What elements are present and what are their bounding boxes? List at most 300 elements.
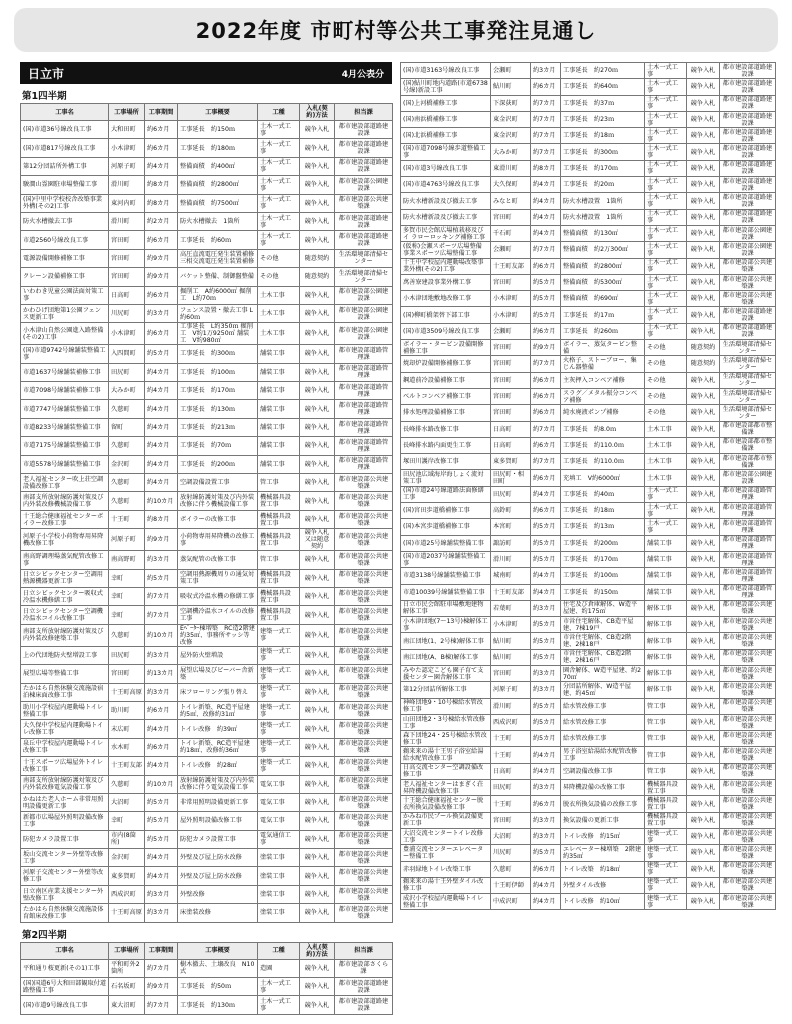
cell-summary: 充填工 V約6000㎡ (561, 470, 645, 486)
table-row (21, 665, 393, 683)
cell-department: 都市建設部道路建設課 (720, 95, 776, 111)
cell-summary: 工事延長 約60ｍ (178, 231, 258, 249)
cell-project-name: みやた認定こども園子育て支援センター園舎解体工事 (401, 665, 491, 681)
cell-bid-method: 競争入札 (300, 775, 335, 793)
cell-bid-method: 競争入札 (300, 382, 335, 400)
cell-location: 小木津町 (109, 323, 145, 345)
cell-summary: トイレ新築、RC造平屋建約5㎡、改修約31㎡ (178, 701, 258, 719)
cell-period: 約6カ月 (145, 231, 178, 249)
cell-location: 十王町高原 (109, 683, 145, 701)
cell-period: 約4カ月 (531, 193, 561, 209)
cell-location: 十王町高原 (109, 904, 145, 922)
cell-department: 都市建設部道路管理課 (720, 535, 776, 551)
cell-work-type: 建築一式工事 (258, 738, 300, 756)
cell-summary: 空調設備設置工事 (178, 474, 258, 492)
cell-work-type: 管工事 (645, 747, 687, 763)
cell-period: 約7カ月 (531, 421, 561, 437)
cell-work-type: 土木一式工事 (645, 291, 687, 307)
cell-period: 約5カ月 (531, 731, 561, 747)
cell-project-name: (国)市道3号線改良工事 (401, 160, 491, 176)
cell-project-name: (国)市道24号線道路法面修繕工事 (401, 486, 491, 502)
cell-bid-method: 競争入札 (300, 510, 335, 528)
cell-department: 都市建設部公共建築課 (720, 861, 776, 877)
left-column (20, 62, 392, 1018)
cell-department: 都市建設部道路建設課 (720, 128, 776, 144)
cell-location: 会瀬町 (491, 63, 531, 79)
table-row (21, 455, 393, 473)
cell-department: 生活環境部清掃センター (720, 372, 776, 388)
cell-location: 宮田町 (109, 268, 145, 286)
cell-summary: 工事延長 約180ｍ (178, 139, 258, 157)
period-1-table (20, 103, 393, 923)
table-row (21, 867, 393, 885)
cell-bid-method: 競争入札 (300, 455, 335, 473)
cell-department: 生活環境部清掃センター (335, 268, 393, 286)
table-row (21, 738, 393, 756)
cell-location: 東金沢町 (491, 128, 531, 144)
cell-period: 約3カ月 (531, 600, 561, 616)
cell-period: 約7カ月 (145, 606, 178, 624)
cell-work-type: 土木一式工事 (258, 157, 300, 175)
cell-period: 約7カ月 (531, 356, 561, 372)
cell-period: 約4カ月 (145, 849, 178, 867)
cell-location: 高鈴町 (491, 503, 531, 519)
cell-period: 約5カ月 (145, 569, 178, 587)
table-row (21, 304, 393, 322)
cell-bid-method: 競争入札 (687, 225, 720, 241)
cell-work-type: その他 (645, 340, 687, 356)
cell-location: 十王町 (109, 510, 145, 528)
cell-summary: 屋外照明設備改修工事 (178, 812, 258, 830)
cell-department: 都市建設部公共建築課 (335, 849, 393, 867)
cell-summary: 蒸気配管の改修工事 (178, 551, 258, 569)
cell-period: 約8カ月 (531, 160, 561, 176)
cell-bid-method: 競争入札 (300, 437, 335, 455)
cell-bid-method: 競争入札 (300, 345, 335, 363)
cell-department: 生活環境部清掃センター (720, 340, 776, 356)
cell-location: 会瀬町 (491, 242, 531, 258)
cell-location: 東滑川町 (491, 160, 531, 176)
cell-period: 約3カ月 (531, 682, 561, 698)
table-row (21, 382, 393, 400)
cell-summary: 工事延長 約50ｍ (178, 978, 258, 996)
cell-project-name: 排水処理設備補修工事 (401, 405, 491, 421)
cell-summary: 脱衣所換気設備の改修工事 (561, 796, 645, 812)
cell-period: 約3カ月 (145, 646, 178, 664)
cell-location: 千石町 (491, 225, 531, 241)
cell-project-name: 鵜来来の湯十王外壁タイル改修工事 (401, 877, 491, 893)
cell-project-name: 河原子小学校小荷物専用昇降機改修工事 (21, 529, 109, 551)
cell-period: 約5カ月 (531, 845, 561, 861)
cell-work-type: その他 (645, 356, 687, 372)
cell-location: 小木津町 (491, 291, 531, 307)
cell-project-name: 日立南区産業支援センター外壁改修工事 (21, 885, 109, 903)
cell-department: 都市建設部公共建築課 (720, 747, 776, 763)
cell-department: 都市建設部公共建築課 (335, 885, 393, 903)
cell-project-name: 防火水槽新設及び撤去工事 (401, 193, 491, 209)
cell-project-name: 老人福祉センターはまぎく荘昇降機設備改修工事 (401, 780, 491, 796)
cell-summary: 空調機冷温水コイルの改修工事 (178, 606, 258, 624)
cell-project-name: 老人福祉センター吹上荘空調設備改修工事 (21, 474, 109, 492)
cell-bid-method: 競争入札 (300, 587, 335, 605)
cell-summary: 工事延長 約270ｍ (561, 63, 645, 79)
cell-department: 都市建設部公共建築課 (335, 624, 393, 646)
city-header-bar (20, 62, 392, 84)
table-row (401, 812, 776, 828)
cell-department: 生活環境部清掃センター (720, 388, 776, 404)
cell-summary: フェンス設置・撤去工事 L約60ｍ (178, 304, 258, 322)
cell-department: 都市建設部公共建築課 (335, 529, 393, 551)
cell-period: 約4カ月 (531, 225, 561, 241)
table-row (401, 763, 776, 779)
cell-department: 都市建設部公共建築課 (720, 617, 776, 633)
cell-period: 約8カ月 (145, 194, 178, 212)
table-row (21, 606, 393, 624)
cell-work-type: 建築一式工事 (645, 845, 687, 861)
cell-summary: 放射線防護対策及び内外装改修に伴う機械設備工事 (178, 492, 258, 510)
cell-location: 河原子町 (491, 682, 531, 698)
cell-work-type: 造園 (258, 959, 300, 977)
cell-bid-method: 競争入札 (687, 79, 720, 95)
cell-department: 都市建設部道路管理課 (335, 363, 393, 381)
cell-location: 河原子町 (109, 157, 145, 175)
cell-department: 都市建設部道路建設課 (720, 209, 776, 225)
cell-project-name: かみね市民プール換気設備更新工事 (401, 812, 491, 828)
cell-department: 都市建設部公園建設課 (720, 242, 776, 258)
cell-period: 約6カ月 (531, 79, 561, 95)
cell-project-name: たかはら自然休験交流施設宿泊棟床面改修工事 (21, 683, 109, 701)
cell-department: 都市建設部公共建築課 (720, 812, 776, 828)
cell-summary: 整備面積 約5300㎡ (561, 274, 645, 290)
cell-period: 約4カ月 (145, 455, 178, 473)
cell-project-name: 市道7098号線舗装補修工事 (21, 382, 109, 400)
cell-bid-method: 競争入札 (300, 569, 335, 587)
cell-bid-method: 競争入札 (687, 894, 720, 910)
cell-department: 都市建設部公共建築課 (335, 492, 393, 510)
table-row (21, 624, 393, 646)
cell-location: 大みか町 (491, 144, 531, 160)
cell-work-type: 土木一式工事 (645, 79, 687, 95)
cell-project-name: 十王スポーツ広場屋外トイレ改修工事 (21, 757, 109, 775)
cell-bid-method: 競争入札 (687, 437, 720, 453)
cell-work-type: 土木一式工事 (258, 176, 300, 194)
cell-period: 約3カ月 (531, 665, 561, 681)
table-row (401, 584, 776, 600)
cell-bid-method: 競争入札 (687, 242, 720, 258)
cell-location: みなと町 (491, 193, 531, 209)
cell-project-name: 森下団地24・25号棟給水管改修工事 (401, 731, 491, 747)
cell-summary: 防火水槽設置 1箇所 (561, 193, 645, 209)
cell-work-type: その他 (258, 268, 300, 286)
cell-period: 約6カ月 (531, 323, 561, 339)
cell-work-type: 管工事 (645, 763, 687, 779)
cell-location: 市内(8箇所) (109, 830, 145, 848)
cell-summary: トイレ改修 約39㎡ (178, 720, 258, 738)
table-row (401, 633, 776, 649)
cell-period: 約5カ月 (531, 535, 561, 551)
cell-bid-method: 競争入札 (687, 714, 720, 730)
cell-department: 都市建設部公共建築課 (335, 474, 393, 492)
cell-summary: 工事延長 約17ｍ (561, 307, 645, 323)
cell-work-type: 土木一式工事 (645, 144, 687, 160)
cell-summary: 工事延長 約110.0ｍ (561, 437, 645, 453)
cell-work-type: 建築一式工事 (258, 720, 300, 738)
cell-summary: 展望広場及びビーバー舎新築 (178, 665, 258, 683)
cell-project-name: (国)南浜橋補修工事 (401, 111, 491, 127)
cell-work-type: 土木一式工事 (258, 139, 300, 157)
cell-location: 久慈町 (109, 775, 145, 793)
cell-period: 約5カ月 (145, 812, 178, 830)
cell-summary: 防火水槽設置 1箇所 (561, 209, 645, 225)
cell-period: 約6カ月 (531, 796, 561, 812)
cell-work-type: 管工事 (258, 474, 300, 492)
cell-summary: Eﾍﾞｰﾀｰ棟増築 RC造2階建 約35㎡、事務所サッシ等改修 (178, 624, 258, 646)
table-row (21, 569, 393, 587)
cell-project-name: 防犯カメラ設置工事 (21, 830, 109, 848)
cell-summary: 整備面積 約7500㎡ (178, 194, 258, 212)
cell-location: 鮎川町 (491, 633, 531, 649)
period-2-label: 第2四半期 (22, 929, 67, 941)
cell-work-type: 解体工事 (645, 617, 687, 633)
cell-work-type: 機械器具設置工事 (645, 780, 687, 796)
cell-project-name: 防火水槽新設及び撤去工事 (401, 209, 491, 225)
cell-summary: トイレ改築 約18㎡ (561, 861, 645, 877)
cell-work-type: 土木一式工事 (258, 121, 300, 139)
cell-department: 都市建設部公共建築課 (335, 665, 393, 683)
cell-department: 都市建設部公共建築課 (335, 720, 393, 738)
cell-bid-method: 随意契約 (687, 356, 720, 372)
cell-location: 滑川町 (109, 212, 145, 230)
table-row (21, 194, 393, 212)
cell-location: 十王町友部 (109, 757, 145, 775)
cell-location: 大みか町 (109, 382, 145, 400)
cell-department: 都市建設部公共建築課 (335, 830, 393, 848)
table-row (401, 225, 776, 241)
table-row (401, 323, 776, 339)
cell-department: 都市建設部公共建築課 (335, 194, 393, 212)
cell-period: 約3カ月 (531, 828, 561, 844)
city-name: 日立市 (28, 66, 65, 81)
cell-summary: 工事延長 約100ｍ (178, 363, 258, 381)
cell-summary: 換気設備の更新工事 (561, 812, 645, 828)
cell-department: 都市建設部公共建築課 (335, 510, 393, 528)
table-row (401, 519, 776, 535)
cell-summary: トイレ改修 約28㎡ (178, 757, 258, 775)
cell-summary: 工事延長 約300ｍ (561, 144, 645, 160)
cell-bid-method: 競争入札 (300, 757, 335, 775)
table-row (401, 63, 776, 79)
table-row (401, 209, 776, 225)
cell-bid-method: 競争入札 (300, 720, 335, 738)
cell-location: 水木町 (109, 738, 145, 756)
cell-project-name: 駿澗山霊園駐車場整備工事 (21, 176, 109, 194)
cell-location: 久慈町 (109, 624, 145, 646)
cell-department: 都市建設部公共建築課 (720, 845, 776, 861)
cell-bid-method: 競争入札 (300, 400, 335, 418)
table-row (21, 551, 393, 569)
cell-department: 都市建設部道路建設課 (335, 157, 393, 175)
page-title: 2022年度 市町村等公共工事発注見通し (195, 19, 597, 43)
cell-work-type: 塗装工事 (258, 885, 300, 903)
cell-summary: 給水管改修工事 (561, 714, 645, 730)
cell-period: 約3カ月 (531, 63, 561, 79)
cell-period: 約13カ月 (145, 665, 178, 683)
cell-location: 大沼町 (109, 793, 145, 811)
cell-bid-method: 競争入札 (687, 291, 720, 307)
cell-department: 都市建設部道路建設課 (720, 63, 776, 79)
cell-project-name: 防火水槽撤去工事 (21, 212, 109, 230)
cell-project-name: 新都市広場屋外照明設備改修工事 (21, 812, 109, 830)
cell-summary: 床塗装改修 (178, 904, 258, 922)
cell-period: 約4カ月 (145, 382, 178, 400)
cell-work-type: 土木一式工事 (645, 160, 687, 176)
table-row (21, 757, 393, 775)
cell-location: 東河内町 (109, 194, 145, 212)
cell-project-name: (国)柳町橋架替下部工事 (401, 307, 491, 323)
cell-summary: 工事延長 約150ｍ (178, 121, 258, 139)
cell-location: 宮田町 (109, 231, 145, 249)
continuation-table (400, 62, 776, 910)
cell-location: 宮田町 (491, 405, 531, 421)
cell-work-type: その他 (645, 372, 687, 388)
cell-bid-method: 随意契約 (687, 340, 720, 356)
cell-project-name: 市道5578号線舗装整備工事 (21, 455, 109, 473)
cell-department: 都市建設部道路管理課 (335, 382, 393, 400)
cell-project-name: (国)上河橋補修工事 (401, 95, 491, 111)
cell-period: 約4カ月 (531, 894, 561, 910)
cell-department: 都市建設部都市整備課 (720, 437, 776, 453)
cell-location: 宮田町 (491, 665, 531, 681)
cell-work-type: 管工事 (645, 698, 687, 714)
cell-bid-method: 競争入札 (687, 812, 720, 828)
cell-project-name: (国)鮎川町地内道路(市道6738号線)新設工事 (401, 79, 491, 95)
table-row (401, 665, 776, 681)
cell-department: 都市建設部公共建築課 (720, 780, 776, 796)
cell-summary: 工事延長 約150ｍ (561, 584, 645, 600)
cell-work-type: 建築一式工事 (258, 683, 300, 701)
table-row (21, 474, 393, 492)
cell-bid-method: 競争入札又は随意契約 (300, 529, 335, 551)
cell-period: 約5カ月 (531, 617, 561, 633)
cell-work-type: 建築一式工事 (645, 894, 687, 910)
cell-summary: 工事延長 約23ｍ (561, 111, 645, 127)
cell-location: 石名坂町 (109, 978, 145, 996)
cell-period: 約10カ月 (145, 492, 178, 510)
table-row (21, 286, 393, 304)
cell-bid-method: 競争入札 (687, 209, 720, 225)
cell-department: 都市建設部都市整備課 (720, 421, 776, 437)
cell-department: 都市建設部道路建設課 (335, 212, 393, 230)
cell-department: 都市建設部公共建築課 (335, 606, 393, 624)
cell-project-name: 市道8233号線舗装整備工事 (21, 418, 109, 436)
cell-work-type: 舗装工事 (645, 535, 687, 551)
table-row (21, 793, 393, 811)
cell-department: 都市建設部公園建設課 (720, 470, 776, 486)
cell-bid-method: 競争入札 (300, 157, 335, 175)
cell-bid-method: 競争入札 (300, 624, 335, 646)
cell-department: 都市建設部公共建築課 (720, 731, 776, 747)
cell-summary: 工事延長 約260ｍ (561, 323, 645, 339)
cell-department: 都市建設部道路建設課 (720, 144, 776, 160)
cell-location: 田尻町 (491, 486, 531, 502)
cell-period: 約7カ月 (531, 144, 561, 160)
cell-location: 日高町 (491, 437, 531, 453)
cell-project-name: かわひげ団地第1公園フェンス更新工事 (21, 304, 109, 322)
table-row (21, 437, 393, 455)
cell-project-name: 日立シビックセンター空調用熱源機器更新工事 (21, 569, 109, 587)
cell-bid-method: 競争入札 (687, 568, 720, 584)
cell-work-type: 電気工事 (258, 812, 300, 830)
table-row (401, 242, 776, 258)
cell-department: 都市建設部道路管理課 (335, 400, 393, 418)
cell-period: 約7カ月 (145, 996, 178, 1014)
cell-summary: 市営住宅解体、CB造2階建、2棟18戸 (561, 633, 645, 649)
cell-bid-method: 競争入札 (687, 845, 720, 861)
right-column (400, 62, 775, 1018)
cell-project-name: 市道10039号線舗装整備工事 (401, 584, 491, 600)
cell-department: 都市建設部さくら課 (335, 959, 393, 977)
cell-summary: 工事延長 約640ｍ (561, 79, 645, 95)
cell-work-type: 土木一式工事 (645, 128, 687, 144)
cell-bid-method: 競争入札 (687, 144, 720, 160)
cell-project-name: (国)市道4763号線改良工事 (401, 177, 491, 193)
cell-work-type: 土木一式工事 (645, 307, 687, 323)
cell-project-name: 多賀市民会館広場植栽移及びイ ラローロッキング補修工事 (401, 225, 491, 241)
cell-bid-method: 競争入札 (687, 63, 720, 79)
cell-summary: 整備面積 約130㎡ (561, 225, 645, 241)
table-row (21, 646, 393, 664)
cell-location: 日高町 (109, 286, 145, 304)
cell-work-type: 土木一式工事 (645, 258, 687, 274)
period-2-rows (21, 959, 393, 1014)
cell-summary: 工事延長 約200ｍ (561, 535, 645, 551)
cell-department: 都市建設部道路管理課 (335, 437, 393, 455)
cell-project-name: 市道2560号線改良工事 (21, 231, 109, 249)
cell-bid-method: 競争入札 (687, 421, 720, 437)
cell-department: 都市建設部公共建築課 (720, 796, 776, 812)
cell-project-name: 小木津団地(7～13号)棟解体工事 (401, 617, 491, 633)
cell-work-type: 舗装工事 (645, 568, 687, 584)
cell-project-name: (国)市道3509号線改良工事 (401, 323, 491, 339)
header-department: 担当課 (335, 104, 393, 121)
period-1-rows (21, 121, 393, 923)
cell-summary: 掘削工 A約6000㎡ 掘削工 L約70ｍ (178, 286, 258, 304)
cell-summary: トイレ改修 約15㎡ (561, 828, 645, 844)
cell-bid-method: 競争入札 (300, 418, 335, 436)
cell-location: 宮田町 (109, 249, 145, 267)
cell-bid-method: 競争入札 (687, 877, 720, 893)
cell-bid-method: 競争入札 (687, 780, 720, 796)
table-row (21, 249, 393, 267)
header-work-type: 工種 (258, 104, 300, 121)
cell-project-name: 日立市民会館駐車場敷地建物解体工事 (401, 600, 491, 616)
cell-period: 約5カ月 (531, 519, 561, 535)
cell-project-name: 展望広場等整備工事 (21, 665, 109, 683)
table-row (21, 775, 393, 793)
cell-department: 都市建設部公園建設課 (335, 176, 393, 194)
cell-bid-method: 競争入札 (300, 867, 335, 885)
cell-period: 約3カ月 (145, 304, 178, 322)
cell-bid-method: 競争入札 (687, 828, 720, 844)
cell-project-name: (国)市道7098号線歩道整備工事 (401, 144, 491, 160)
cell-location: 十王町伊師 (491, 877, 531, 893)
cell-location: 田尻町 (491, 780, 531, 796)
cell-project-name: 南部支所放射線防護対策及び内外装改修電気設備工事 (21, 775, 109, 793)
cell-department: 都市建設部公共建築課 (335, 738, 393, 756)
cell-bid-method: 競争入札 (300, 212, 335, 230)
table-row (401, 877, 776, 893)
table-row (21, 212, 393, 230)
